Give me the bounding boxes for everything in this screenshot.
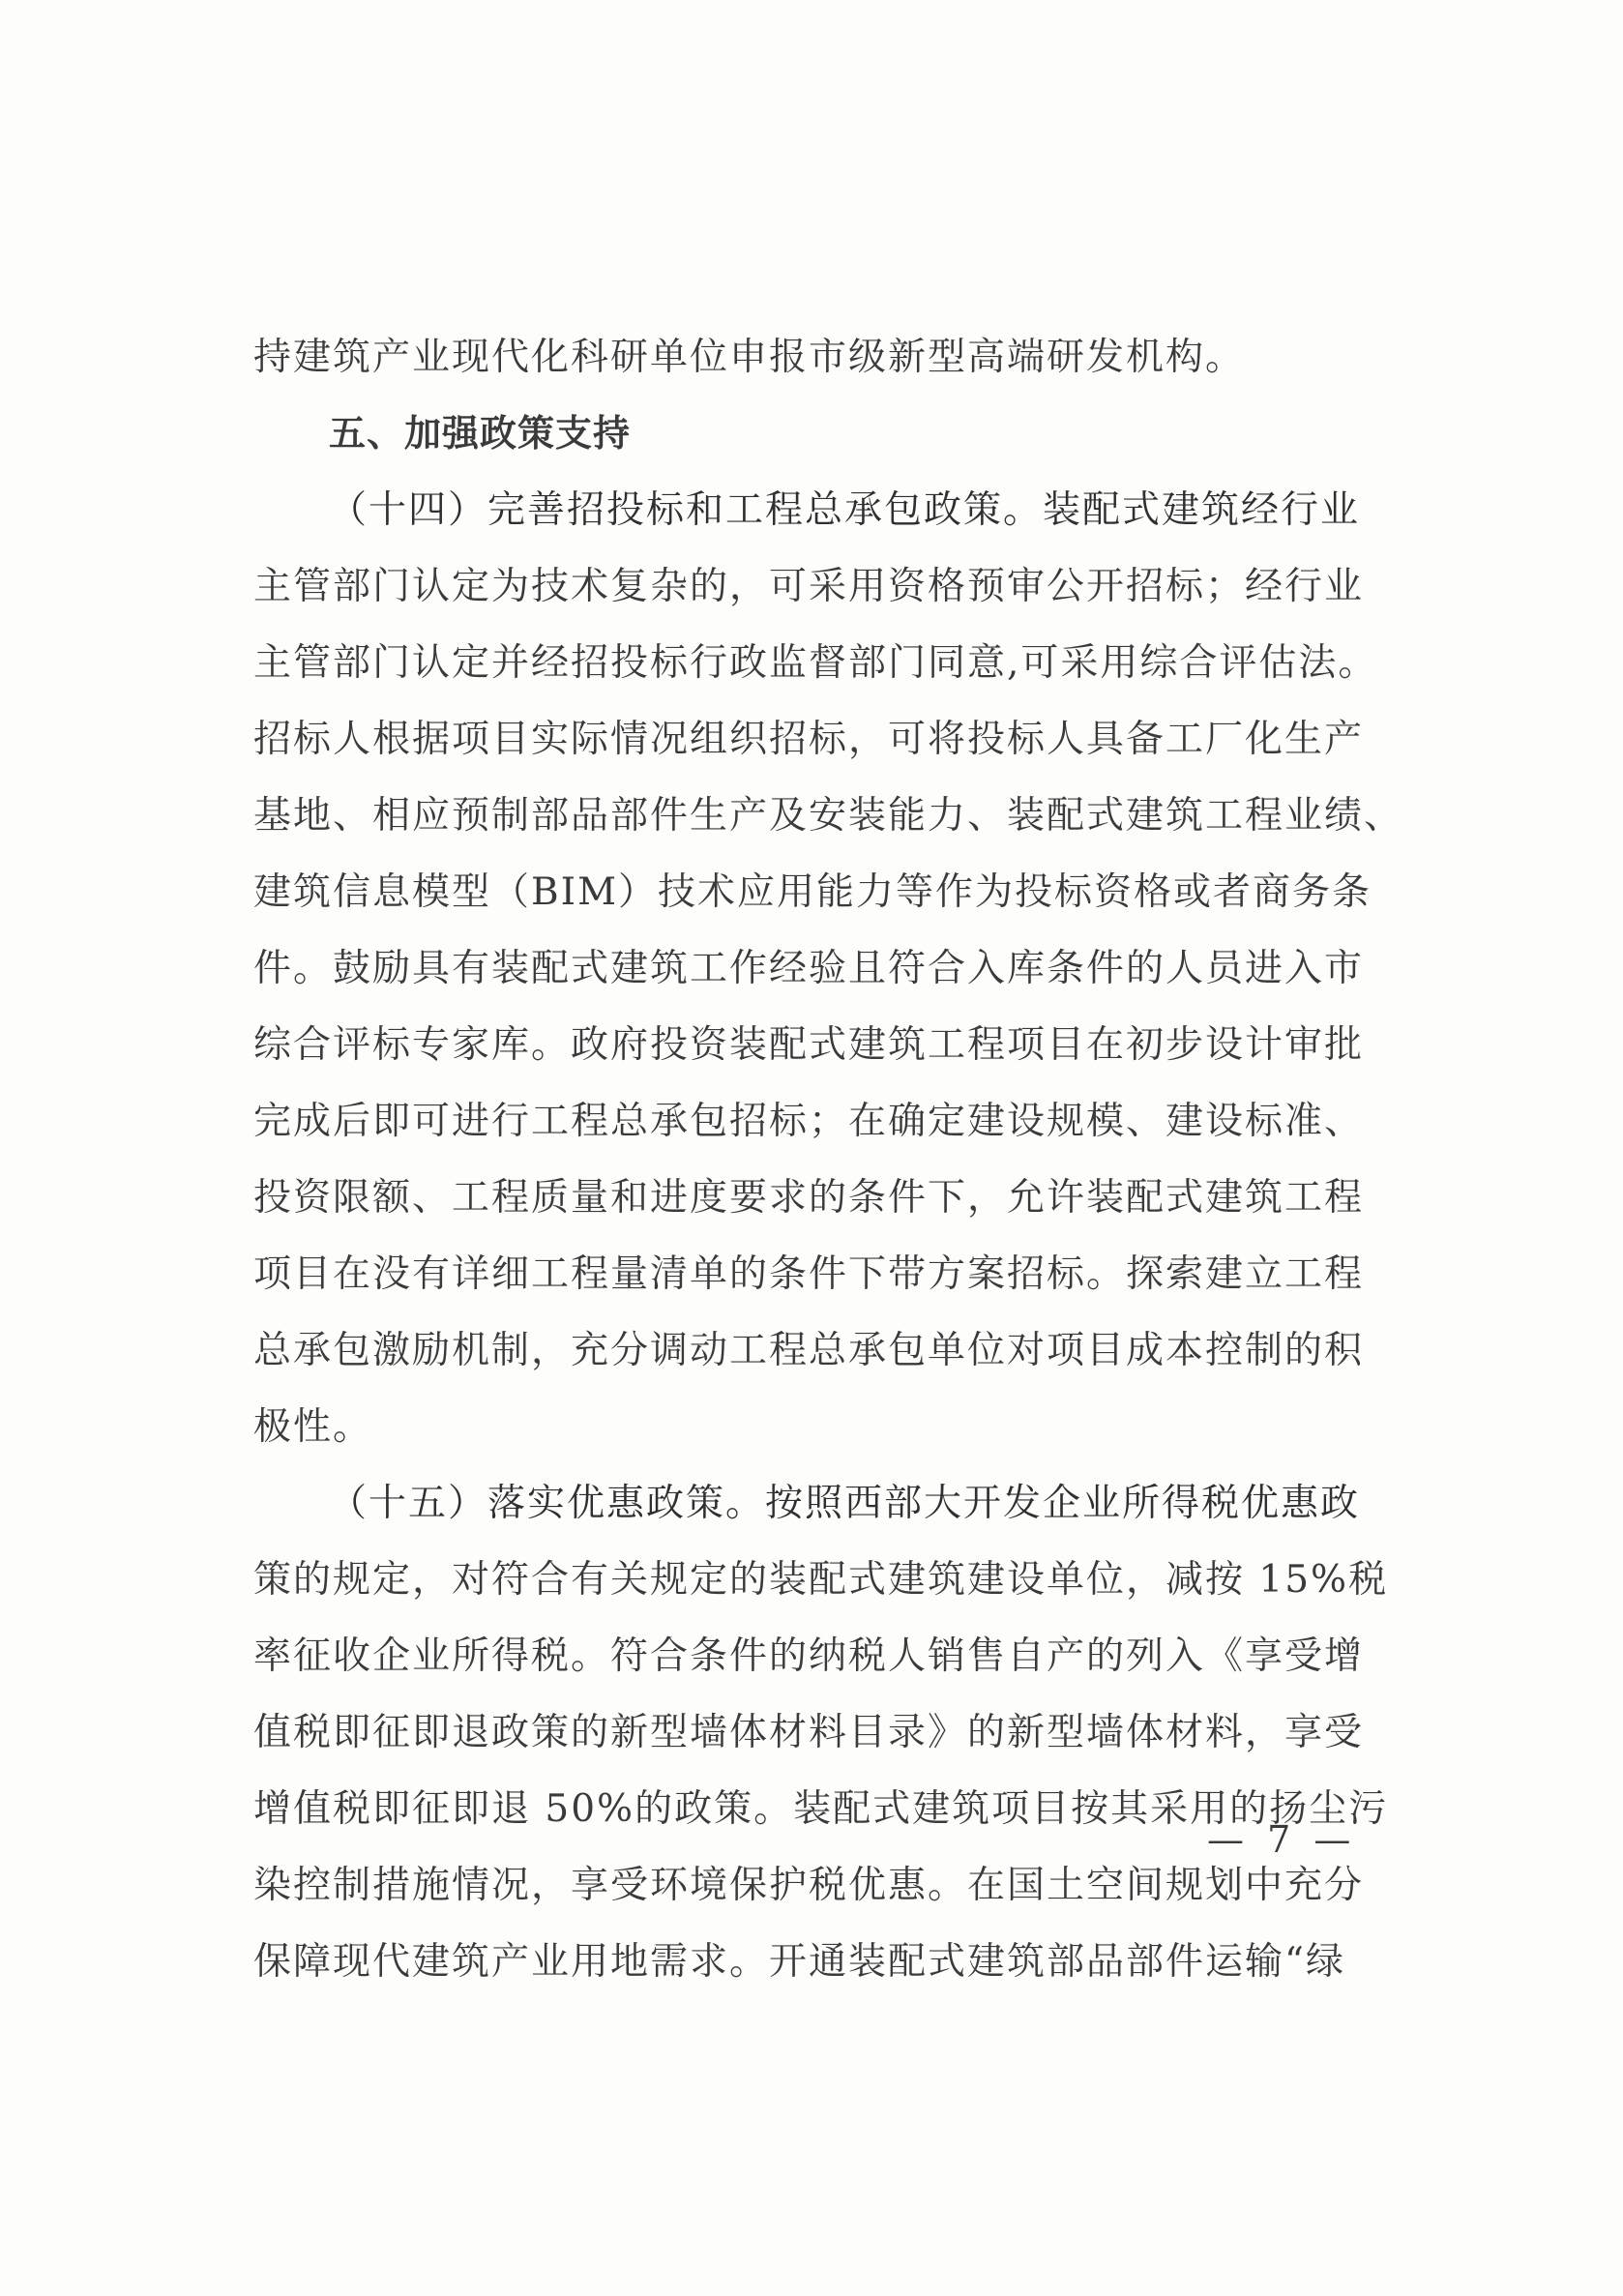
text-line: 总承包激励机制，充分调动工程总承包单位对项目成本控制的积: [253, 1329, 1365, 1372]
text-line: 值税即征即退政策的新型墙体材料目录》的新型墙体材料，享受: [253, 1711, 1365, 1754]
text-line: 件。鼓励具有装配式建筑工作经验且符合入库条件的人员进入市: [253, 947, 1365, 990]
text-line: 策的规定，对符合有关规定的装配式建筑建设单位，减按 15%税: [253, 1558, 1389, 1602]
text-line: 综合评标专家库。政府投资装配式建筑工程项目在初步设计审批: [253, 1023, 1365, 1067]
text-line: 完成后即可进行工程总承包招标；在确定建设规模、建设标准、: [253, 1100, 1365, 1143]
body-text: [253, 319, 1404, 2000]
text-line: 建筑信息模型（BIM）技术应用能力等作为投标资格或者商务条: [253, 870, 1372, 914]
text-line-clause-15: （十五）落实优惠政策。按照西部大开发企业所得税优惠政: [329, 1482, 1361, 1525]
text-line: 主管部门认定为技术复杂的，可采用资格预审公开招标；经行业: [253, 565, 1365, 608]
text-line: 增值税即征即退 50%的政策。装配式建筑项目按其采用的扬尘污: [253, 1787, 1389, 1831]
text-line-clause-14: （十四）完善招投标和工程总承包政策。装配式建筑经行业: [329, 488, 1361, 532]
text-line: 投资限额、工程质量和进度要求的条件下，允许装配式建筑工程: [253, 1176, 1365, 1220]
text-line: 染控制措施情况，享受环境保护税优惠。在国土空间规划中充分: [253, 1864, 1365, 1907]
text-line: 保障现代建筑产业用地需求。开通装配式建筑部品部件运输“绿: [253, 1940, 1345, 1984]
text-line: 率征收企业所得税。符合条件的纳税人销售自产的列入《享受增: [253, 1634, 1365, 1678]
text-line: 极性。: [253, 1405, 373, 1449]
text-line: 主管部门认定并经招投标行政监督部门同意,可采用综合评估法。: [253, 641, 1378, 685]
text-line: 招标人根据项目实际情况组织招标，可将投标人具备工厂化生产: [253, 718, 1365, 761]
section-heading: 五、加强政策支持: [329, 412, 632, 455]
text-line: 项目在没有详细工程量清单的条件下带方案招标。探索建立工程: [253, 1252, 1365, 1296]
text-line: 基地、相应预制部品部件生产及安装能力、装配式建筑工程业绩、: [253, 794, 1404, 838]
text-line: 持建筑产业现代化科研单位申报市级新型高端研发机构。: [253, 336, 1246, 379]
page-number: — 7 —: [1207, 1818, 1357, 1861]
